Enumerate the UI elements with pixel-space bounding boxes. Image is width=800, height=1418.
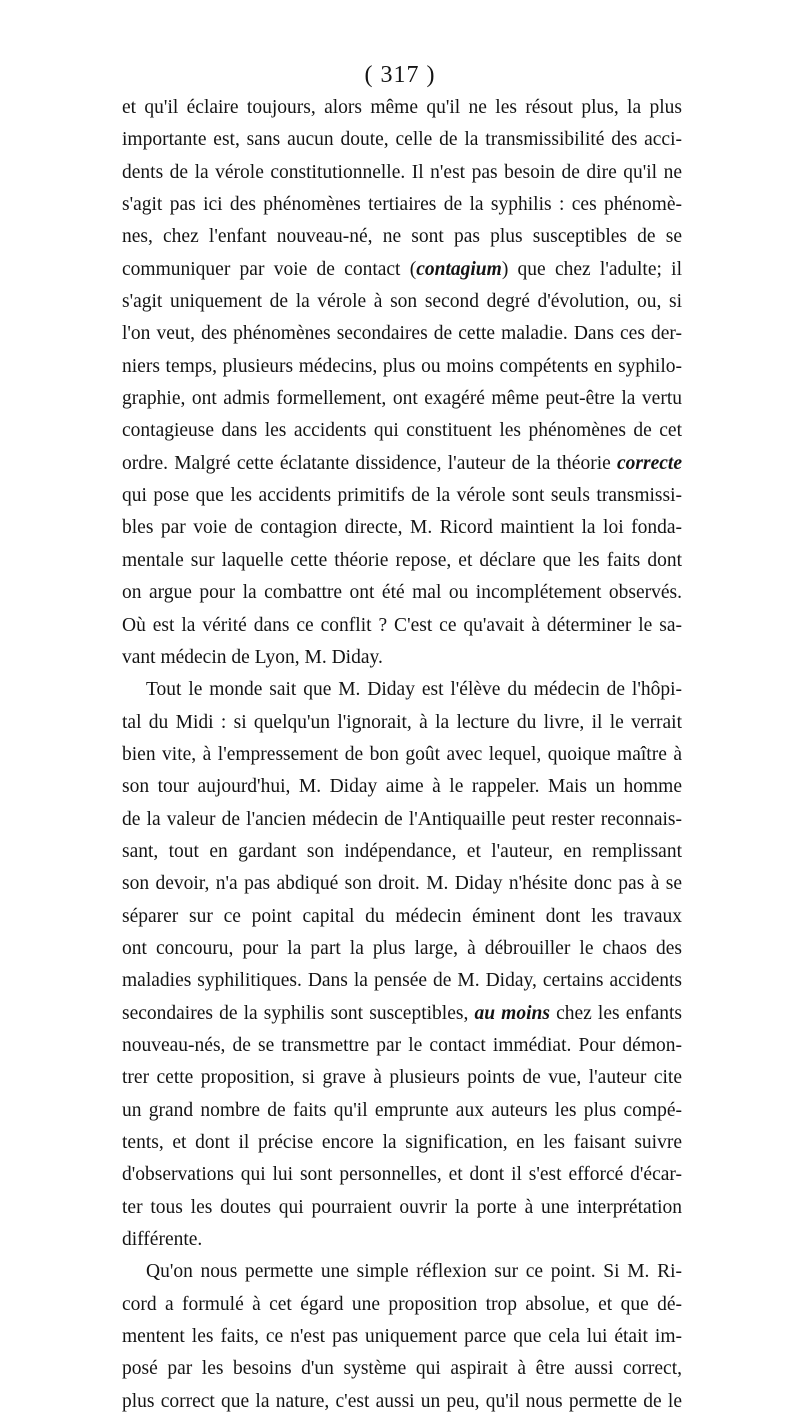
text-line: l'on veut, des phénomènes secondaires de cette maladie. Dans ces der-	[122, 323, 682, 345]
text-line: niers temps, plusieurs médecins, plus ou moins compétents en syphilo-	[122, 355, 682, 377]
text-line: trer cette proposition, si grave à plusieurs points de vue, l'auteur cite	[122, 1067, 682, 1089]
text-line: différente.	[122, 1229, 203, 1251]
text-line: de la valeur de l'ancien médecin de l'Antiquaille peut rester reconnais-	[122, 808, 682, 830]
text-line: contagieuse dans les accidents qui constituent les phénomènes de cet	[122, 420, 682, 442]
text-line: vant médecin de Lyon, M. Diday.	[122, 646, 383, 668]
text-line: maladies syphilitiques. Dans la pensée de M. Diday, certains accidents	[122, 970, 682, 992]
text-line: s'agit uniquement de la vérole à son second degré d'évolution, ou, si	[122, 291, 682, 313]
paragraph-1	[122, 92, 682, 674]
text-line: sant, tout en gardant son indépendance, et l'auteur, en remplissant	[122, 840, 682, 862]
paragraph-3	[122, 1256, 682, 1418]
text-line: mentent les faits, ce n'est pas uniquement parce que cela lui était im-	[122, 1326, 682, 1348]
body-text	[122, 92, 682, 1418]
text-line: un grand nombre de faits qu'il emprunte aux auteurs les plus compé-	[122, 1099, 682, 1121]
text-line: d'observations qui lui sont personnelles, et dont il s'est efforcé d'écar-	[122, 1164, 682, 1186]
text-line: ordre. Malgré cette éclatante dissidence, l'auteur de la théorie correcte	[122, 452, 682, 474]
text-line: Où est la vérité dans ce conflit ? C'est ce qu'avait à déterminer le sa-	[122, 614, 682, 636]
paragraph-2	[122, 674, 682, 1256]
text-line: tal du Midi : si quelqu'un l'ignorait, à la lecture du livre, il le verrait	[122, 711, 682, 733]
text-line: Tout le monde sait que M. Diday est l'élève du médecin de l'hôpi-	[146, 679, 682, 701]
text-line: communiquer par voie de contact (contagium) que chez l'adulte; il	[122, 258, 682, 280]
text-line: posé par les besoins d'un système qui aspirait à être aussi correct,	[122, 1358, 682, 1380]
text-line: Qu'on nous permette une simple réflexion sur ce point. Si M. Ri-	[146, 1261, 682, 1283]
text-line: plus correct que la nature, c'est aussi un peu, qu'il nous permette de le	[122, 1390, 682, 1412]
text-line: importante est, sans aucun doute, celle de la transmissibilité des acci-	[122, 129, 682, 151]
text-line: ter tous les doutes qui pourraient ouvrir la porte à une interprétation	[122, 1196, 682, 1218]
text-line: secondaires de la syphilis sont susceptibles, au moins chez les enfants	[122, 1002, 682, 1024]
text-line: bien vite, à l'empressement de bon goût avec lequel, quoique maître à	[122, 743, 682, 765]
text-line: tents, et dont il précise encore la signification, en les faisant suivre	[122, 1132, 682, 1153]
page-number: ( 317 )	[364, 62, 436, 88]
text-line: nes, chez l'enfant nouveau-né, ne sont pas plus susceptibles de se	[122, 226, 682, 248]
text-line: son devoir, n'a pas abdiqué son droit. M. Diday n'hésite donc pas à se	[122, 873, 682, 895]
text-line: mentale sur laquelle cette théorie repose, et déclare que les faits dont	[122, 549, 682, 571]
text-line: dents de la vérole constitutionnelle. Il n'est pas besoin de dire qu'il ne	[122, 161, 682, 183]
text-line: ont concouru, pour la part la plus large, à débrouiller le chaos des	[122, 937, 682, 959]
text-line: on argue pour la combattre ont été mal ou incomplétement observés.	[122, 582, 682, 604]
text-line: nouveau-nés, de se transmettre par le contact immédiat. Pour démon-	[122, 1034, 682, 1056]
text-line: séparer sur ce point capital du médecin éminent dont les travaux	[122, 905, 682, 927]
text-line: s'agit pas ici des phénomènes tertiaires de la syphilis : ces phénomè-	[122, 194, 682, 216]
text-line: graphie, ont admis formellement, ont exagéré même peut-être la vertu	[122, 388, 682, 410]
text-line: son tour aujourd'hui, M. Diday aime à le rappeler. Mais un homme	[122, 776, 682, 798]
text-line: et qu'il éclaire toujours, alors même qu'il ne les résout plus, la plus	[122, 97, 682, 118]
text-line: cord a formulé à cet égard une proposition trop absolue, et que dé-	[122, 1293, 682, 1315]
text-line: bles par voie de contagion directe, M. Ricord maintient la loi fonda-	[122, 517, 682, 539]
text-line: qui pose que les accidents primitifs de la vérole sont seuls transmissi-	[122, 485, 682, 507]
